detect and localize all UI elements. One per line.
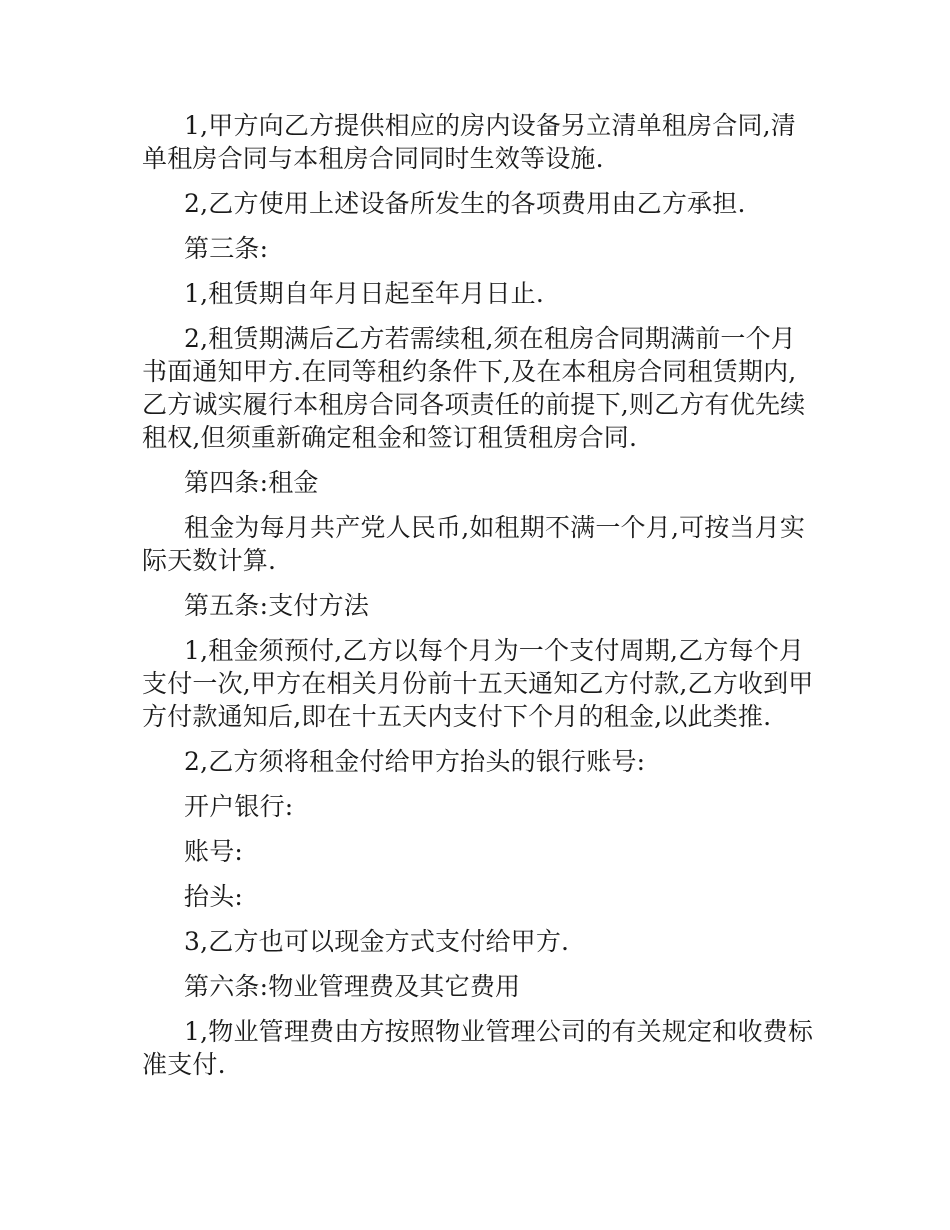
section-heading-article-4: 第四条:租金 — [184, 468, 319, 497]
section-heading-article-3: 第三条: — [184, 234, 269, 263]
section-heading-article-5: 第五条:支付方法 — [184, 591, 370, 620]
paragraph-cash-payment: 3,乙方也可以现金方式支付给甲方. — [184, 927, 570, 956]
paragraph-equipment-list: 1,甲方向乙方提供相应的房内设备另立清单租房合同,清单租房合同与本租房合同同时生效等设施. — [142, 111, 797, 173]
paragraph-property-fee: 1,物业管理费由方按照物业管理公司的有关规定和收费标准支付. — [142, 1017, 814, 1079]
paragraph-lease-term: 1,租赁期自年月日起至年月日止. — [184, 279, 545, 308]
paragraph-rent-amount: 租金为每月共产党人民币,如租期不满一个月,可按当月实际天数计算. — [142, 513, 806, 575]
paragraph-lease-renewal: 2,租赁期满后乙方若需续租,须在租房合同期满前一个月书面通知甲方.在同等租约条件下,及在本租房合同租赁期内,乙方诚实履行本租房合同各项责任的前提下,则乙方有优先续租权,但须重新确定租金和签订租赁租房合同. — [142, 324, 806, 452]
paragraph-payment-cycle: 1,租金须预付,乙方以每个月为一个支付周期,乙方每个月支付一次,甲方在相关月份前十五天通知乙方付款,乙方收到甲方付款通知后,即在十五天内支付下个月的租金,以此类推. — [142, 636, 814, 731]
field-account-number: 账号: — [184, 837, 244, 866]
field-account-title: 抬头: — [184, 882, 244, 911]
section-heading-article-6: 第六条:物业管理费及其它费用 — [184, 972, 521, 1001]
paragraph-equipment-costs: 2,乙方使用上述设备所发生的各项费用由乙方承担. — [184, 189, 746, 218]
field-bank-name: 开户银行: — [184, 792, 294, 821]
document-body — [142, 109, 814, 1093]
paragraph-bank-account: 2,乙方须将租金付给甲方抬头的银行账号: — [184, 747, 646, 776]
